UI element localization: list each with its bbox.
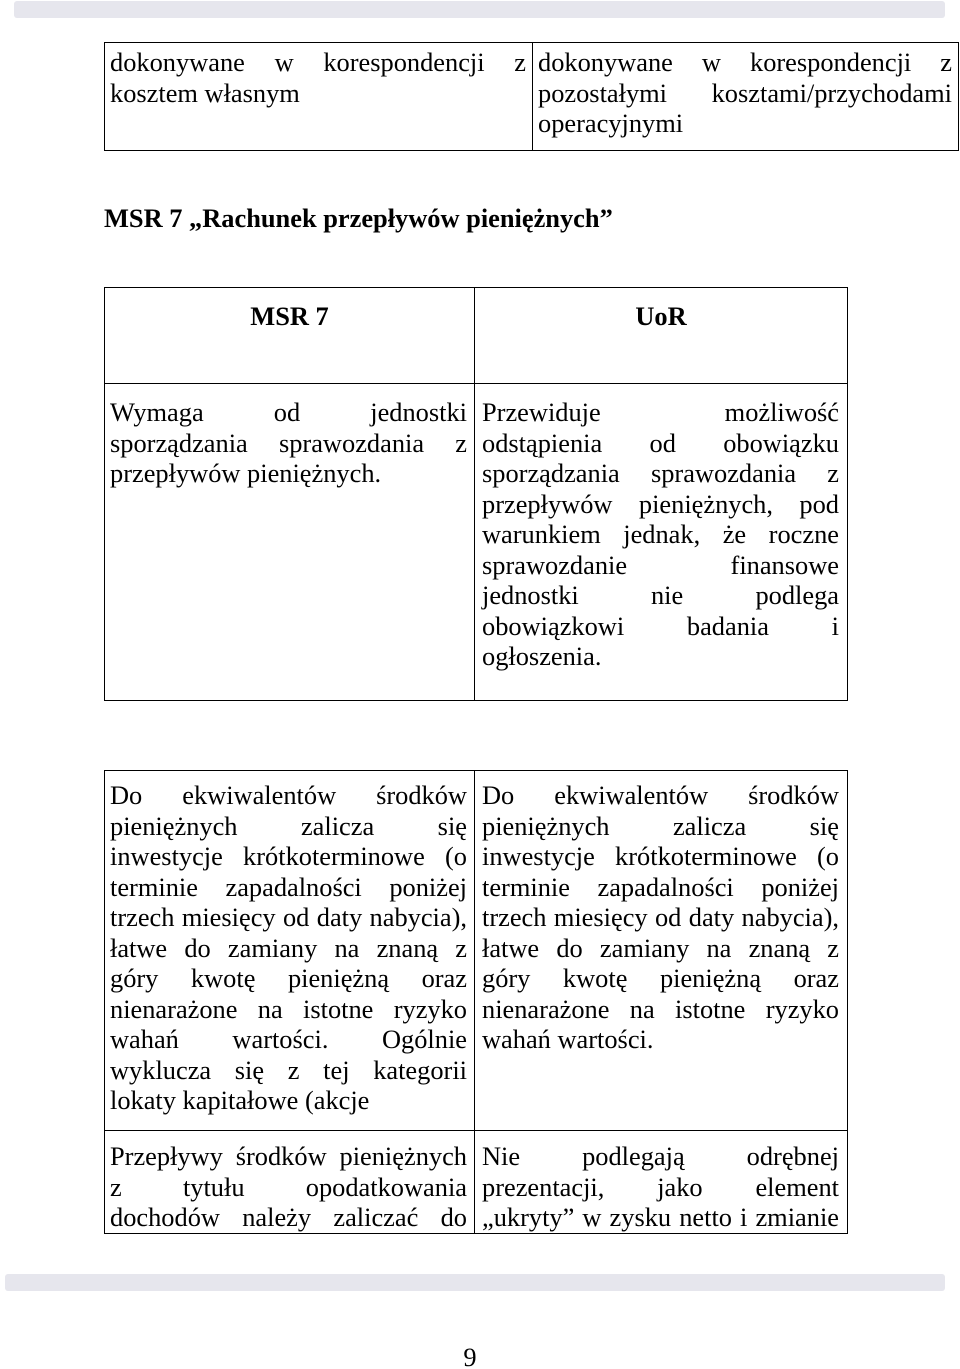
column-header-msr7: MSR 7 bbox=[250, 301, 329, 331]
comparison-table-continued bbox=[104, 770, 848, 1234]
continuation-table bbox=[104, 42, 959, 151]
table-column-divider bbox=[474, 771, 475, 1233]
page-separator-bottom bbox=[5, 1274, 945, 1291]
table-cell-uor: Nie podlegają odrębnej prezentacji, jako element „ukryty” w zysku netto i zmianie bbox=[482, 1141, 839, 1232]
table-cell-msr7: Do ekwiwalentów środków pieniężnych zalicza się inwestycje krótkoterminowe (o terminie zapadalności poniżej trzech miesięcy od daty nabycia), łatwe do zamiany na znaną z góry kwotę pieniężną oraz nienarażone na istotne ryzyko wahań wartości. Ogólnie wyklucza się z tej kategorii lokaty kapitałowe (akcje bbox=[110, 780, 467, 1115]
page-separator-top bbox=[14, 1, 945, 18]
comparison-table bbox=[104, 287, 848, 701]
table-row-divider bbox=[105, 1130, 847, 1131]
column-header-uor: UoR bbox=[635, 301, 687, 331]
continuation-cell-left: dokonywane w korespondencji z kosztem własnym bbox=[110, 47, 526, 108]
continuation-cell-right: dokonywane w korespondencji z pozostałymi kosztami/przychodami operacyjnymi bbox=[538, 47, 952, 138]
table-cell-msr7: Wymaga od jednostki sporządzania sprawozdania z przepływów pieniężnych. bbox=[110, 397, 467, 488]
page-number: 9 bbox=[463, 1342, 477, 1369]
table-column-divider bbox=[532, 43, 533, 150]
table-header-divider bbox=[105, 383, 847, 384]
table-cell-uor: Przewiduje możliwość odstąpienia od obowiązku sporządzania sprawozdania z przepływów pieniężnych, pod warunkiem jednak, że roczne sprawozdanie finansowe jednostki nie podlega obowiązkowi badania i ogłoszenia. bbox=[482, 397, 839, 671]
section-heading: MSR 7 „Rachunek przepływów pieniężnych” bbox=[104, 203, 613, 233]
table-cell-uor: Do ekwiwalentów środków pieniężnych zalicza się inwestycje krótkoterminowe (o terminie zapadalności poniżej trzech miesięcy od daty nabycia), łatwe do zamiany na znaną z góry kwotę pieniężną oraz nienarażone na istotne ryzyko wahań wartości. bbox=[482, 780, 839, 1054]
table-cell-msr7: Przepływy środków pieniężnych z tytułu opodatkowania dochodów należy zaliczać do bbox=[110, 1141, 467, 1232]
table-column-divider bbox=[474, 288, 475, 700]
